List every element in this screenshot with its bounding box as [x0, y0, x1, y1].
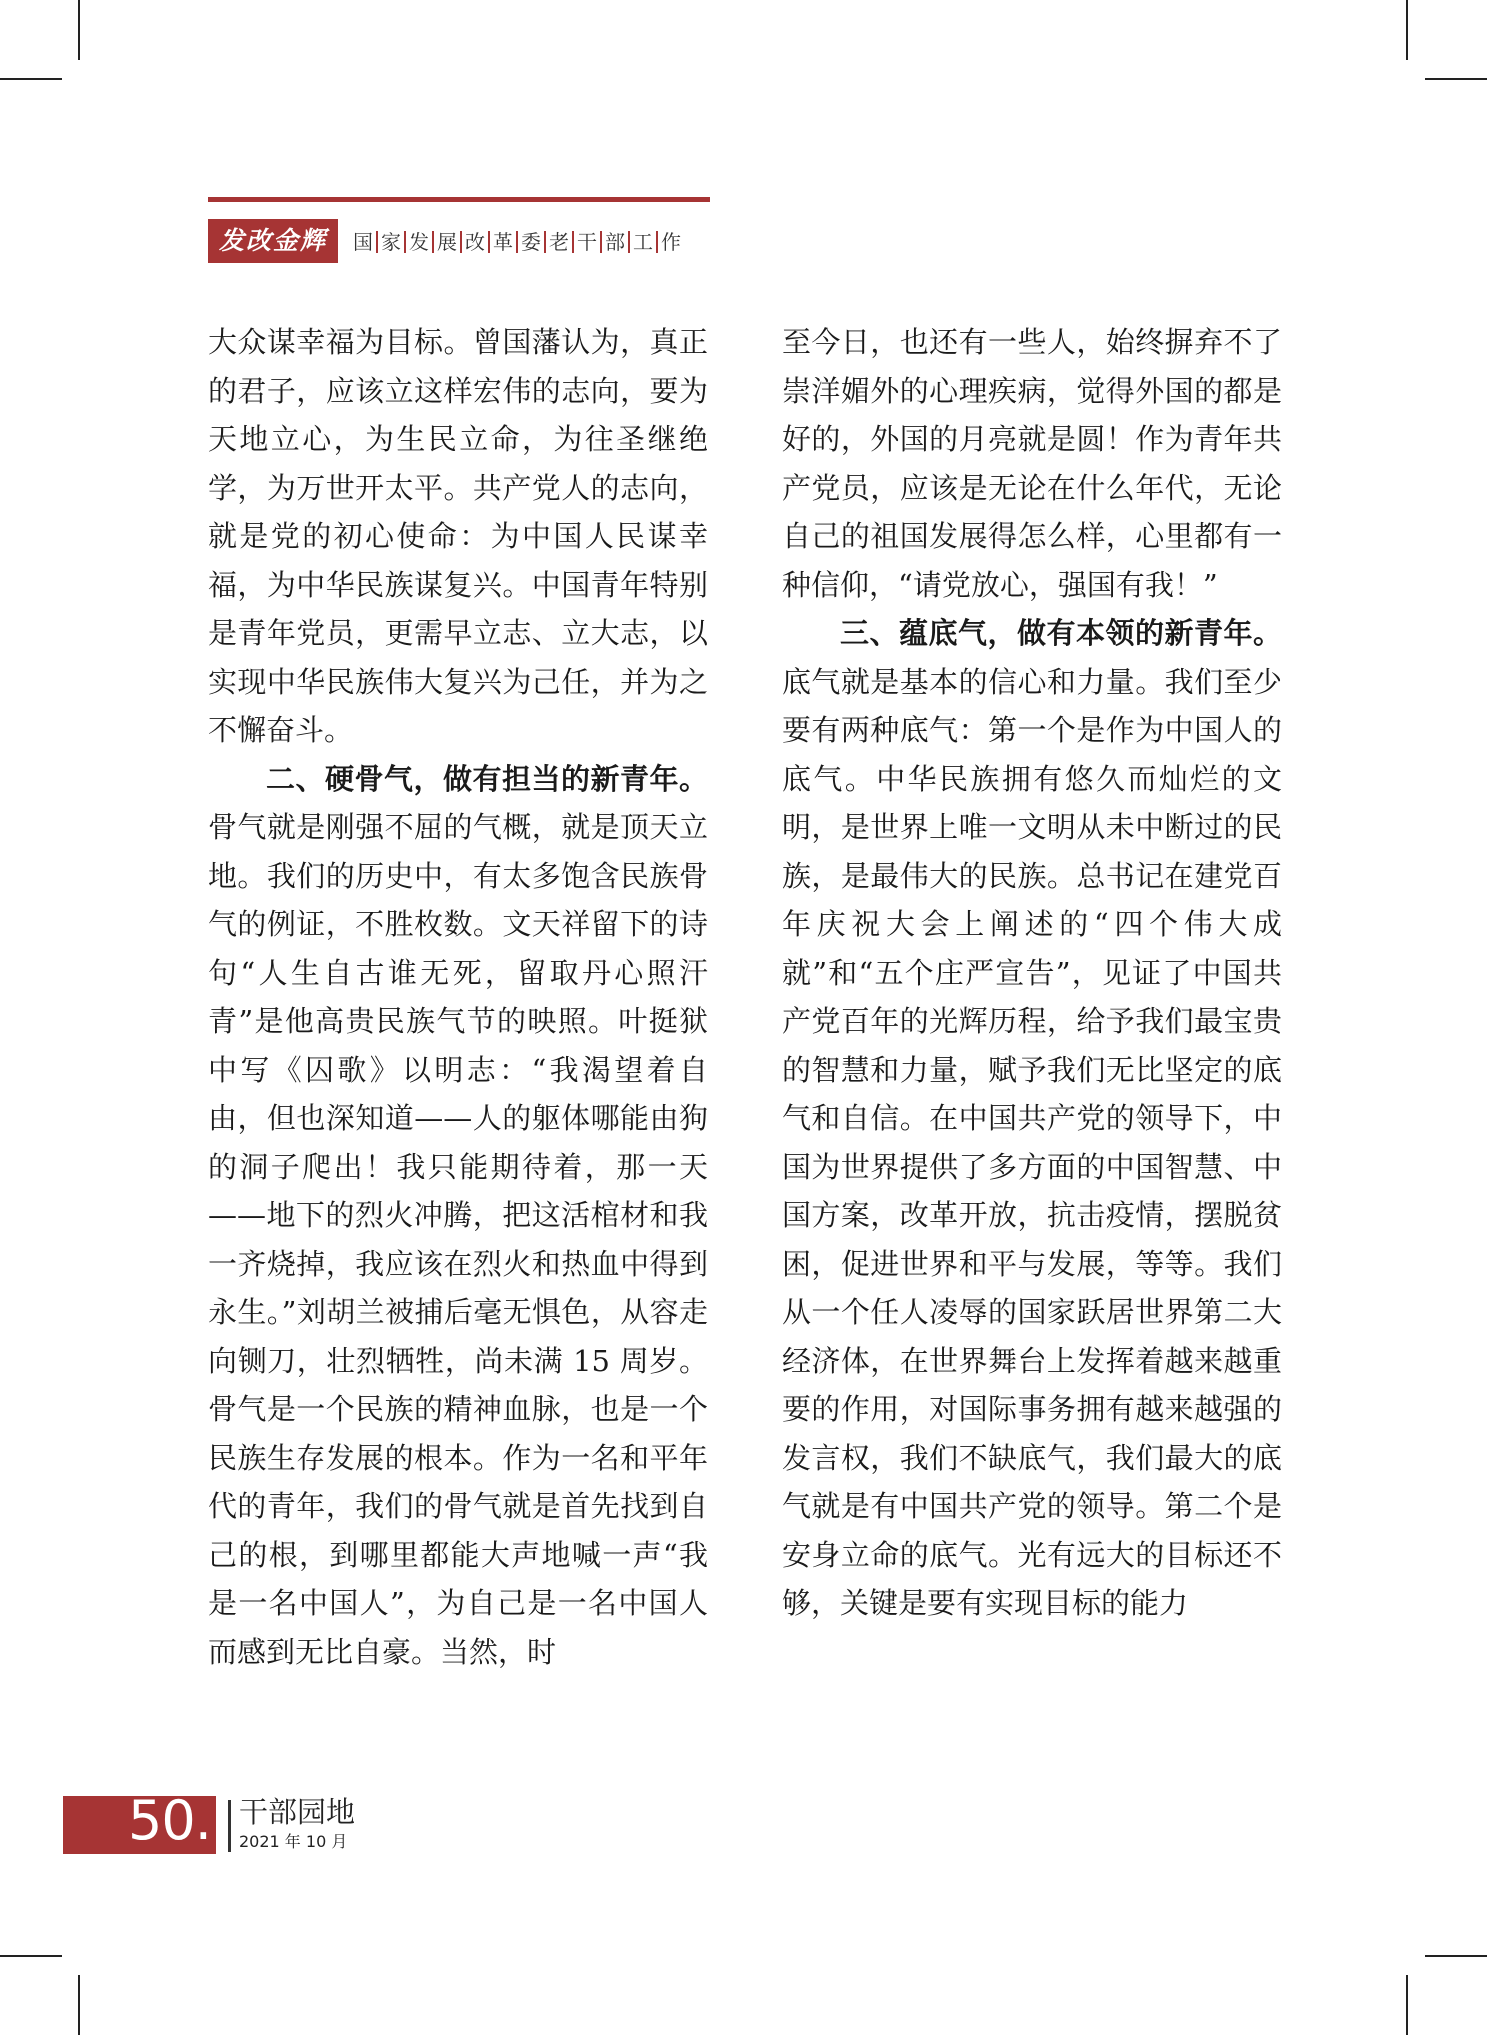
paragraph — [782, 609, 1282, 1628]
header-org-char: 发 — [406, 231, 434, 253]
crop-mark-top-right-h — [1425, 78, 1487, 80]
paragraph-body: 骨气就是刚强不屈的气概，就是顶天立地。我们的历史中，有太多饱含民族骨气的例证，不胜枚数。文天祥留下的诗句“人生自古谁无死，留取丹心照汗青”是他高贵民族气节的映照。叶挺狱中写《囚歌》以明志：“我渴望着自由，但也深知道——人的躯体哪能由狗的洞子爬出！我只能期待着，那一天——地下的烈火冲腾，把这活棺材和我一齐烧掉，我应该在烈火和热血中得到永生。”刘胡兰被捕后毫无惧色，从容走向铡刀，壮烈牺牲，尚未满 15 周岁。骨气是一个民族的精神血脉，也是一个民族生存发展的根本。作为一名和平年代的青年，我们的骨气就是首先找到自己的根，到哪里都能大声地喊一声“我是一名中国人”，为自己是一名中国人而感到无比自豪。当然，时 — [208, 810, 708, 1669]
header-org-char: 委 — [518, 231, 546, 253]
paragraph — [208, 755, 708, 1677]
page-number: 50. — [128, 1789, 211, 1852]
left-column — [208, 318, 708, 1676]
crop-mark-bottom-right-h — [1425, 1955, 1487, 1957]
folio-divider — [228, 1800, 231, 1852]
header-organization — [350, 225, 684, 259]
crop-mark-top-left-v — [78, 0, 80, 60]
paragraph: 至今日，也还有一些人，始终摒弃不了崇洋媚外的心理疾病，觉得外国的都是好的，外国的月亮就是圆！作为青年共产党员，应该是无论在什么年代，无论自己的祖国发展得怎么样，心里都有一种信仰，“请党放心，强国有我！” — [782, 325, 1282, 602]
header-org-char: 展 — [434, 231, 462, 253]
header-org-char: 作 — [661, 230, 681, 254]
header-org-char: 部 — [602, 231, 630, 253]
crop-mark-top-right-v — [1406, 0, 1408, 60]
header-org-char: 干 — [574, 231, 602, 253]
issue-date: 2021 年 10 月 — [239, 1832, 348, 1851]
crop-mark-top-left-h — [0, 78, 62, 80]
crop-mark-bottom-left-v — [78, 1975, 80, 2035]
section-heading: 二、硬骨气，做有担当的新青年。 — [266, 761, 708, 796]
right-column — [782, 318, 1282, 1628]
header-rule — [208, 197, 710, 202]
header-org-char: 工 — [630, 231, 658, 253]
paragraph: 大众谋幸福为目标。曾国藩认为，真正的君子，应该立这样宏伟的志向，要为天地立心，为生民立命，为往圣继绝学，为万世开太平。共产党人的志向，就是党的初心使命：为中国人民谋幸福，为中华民族谋复兴。中国青年特别是青年党员，更需早立志、立大志，以实现中华民族伟大复兴为己任，并为之不懈奋斗。 — [208, 325, 708, 747]
paragraph-body: 底气就是基本的信心和力量。我们至少要有两种底气：第一个是作为中国人的底气。中华民族拥有悠久而灿烂的文明，是世界上唯一文明从未中断过的民族，是最伟大的民族。总书记在建党百年庆祝大会上阐述的“四个伟大成就”和“五个庄严宣告”，见证了中国共产党百年的光辉历程，给予我们最宝贵的智慧和力量，赋予我们无比坚定的底气和自信。在中国共产党的领导下，中国为世界提供了多方面的中国智慧、中国方案，改革开放，抗击疫情，摆脱贫困，促进世界和平与发展，等等。我们从一个任人凌辱的国家跃居世界第二大经济体，在世界舞台上发挥着越来越重要的作用，对国际事务拥有越来越强的发言权，我们不缺底气，我们最大的底气就是有中国共产党的领导。第二个是安身立命的底气。光有远大的目标还不够，关键是要有实现目标的能力 — [782, 664, 1282, 1620]
header-org-char: 改 — [462, 231, 490, 253]
crop-mark-bottom-left-h — [0, 1955, 62, 1957]
header-org-char: 老 — [546, 231, 574, 253]
section-logo: 发改金辉 — [208, 219, 338, 263]
header-org-char: 国 — [350, 231, 378, 253]
magazine-name: 干部园地 — [239, 1795, 356, 1829]
header-org-char: 家 — [378, 231, 406, 253]
crop-mark-bottom-right-v — [1406, 1975, 1408, 2035]
header-org-char: 革 — [490, 231, 518, 253]
section-heading: 三、蕴底气，做有本领的新青年。 — [840, 616, 1282, 650]
